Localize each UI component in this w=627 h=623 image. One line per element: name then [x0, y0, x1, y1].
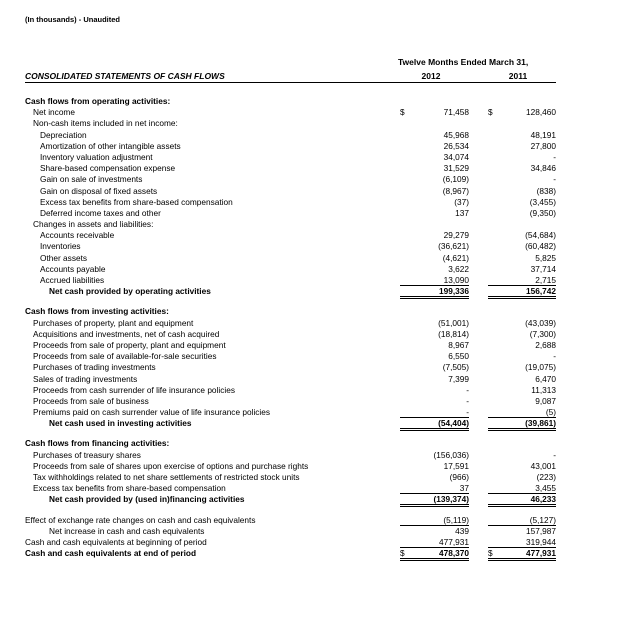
table-row [0, 351, 627, 362]
row-label: Inventories [40, 241, 81, 252]
table-row [0, 362, 627, 373]
table-row [0, 515, 627, 526]
units-note: (In thousands) - Unaudited [25, 15, 120, 24]
value-2012: (156,036) [433, 449, 469, 460]
table-row [0, 483, 627, 494]
table-row [0, 208, 627, 219]
value-2012: - [466, 384, 469, 395]
row-label: Net cash provided by (used in)financing activities [49, 494, 245, 505]
value-2011: 2,715 [488, 275, 556, 286]
value-2012: - [400, 407, 469, 418]
value-2012: 7,399 [448, 373, 469, 384]
value-2012: (7,505) [442, 362, 469, 373]
value-2012: (139,374) [400, 494, 469, 507]
row-label: Effect of exchange rate changes on cash and cash equivalents [25, 514, 256, 525]
table-row [0, 329, 627, 340]
value-2012: - [466, 395, 469, 406]
row-label: Acquisitions and investments, net of cash acquired [33, 328, 220, 339]
table-row [0, 241, 627, 252]
value-2012: (36,621) [438, 241, 469, 252]
section-heading-row [0, 96, 627, 107]
value-2012: 34,074 [443, 151, 469, 162]
value-2011: 48,191 [530, 129, 556, 140]
row-label: Deferred income taxes and other [40, 207, 161, 218]
row-label: Other assets [40, 252, 88, 263]
value-2011: (54,684) [525, 230, 556, 241]
table-row [0, 340, 627, 351]
currency-symbol: $ [400, 548, 405, 559]
value-2012: 137 [455, 207, 469, 218]
value-2011: (39,861) [488, 418, 556, 431]
table-row [0, 548, 627, 559]
value-2011: 2,688 [535, 339, 556, 350]
table-row [0, 174, 627, 185]
value-2012: 13,090 [400, 275, 469, 286]
value-2012: 439 [455, 525, 469, 536]
value-2011: (43,039) [525, 317, 556, 328]
table-row [0, 275, 627, 286]
table-row [0, 163, 627, 174]
row-label: Depreciation [40, 129, 87, 140]
row-label: Proceeds from sale of property, plant and equipment [33, 339, 226, 350]
value-2012: (51,001) [438, 317, 469, 328]
value-2011: 156,742 [488, 286, 556, 299]
value-2011: - [553, 151, 556, 162]
table-row [0, 230, 627, 241]
table-row [0, 537, 627, 548]
row-label: Accrued liabilities [40, 275, 105, 285]
value-2011: - [553, 174, 556, 185]
table-row [0, 374, 627, 385]
row-label: Proceeds from sale of shares upon exercise of options and purchase rights [33, 460, 309, 471]
table-row [0, 472, 627, 483]
value-2011: (7,300) [529, 328, 556, 339]
value-2011: 6,470 [535, 373, 556, 384]
value-2012: 17,591 [443, 460, 469, 471]
table-row [0, 407, 627, 418]
table-row [0, 264, 627, 275]
value-2012: 478,370 [400, 548, 469, 561]
row-label: Purchases of trading investments [33, 362, 156, 373]
value-2012: 6,550 [448, 351, 469, 362]
header-rule [25, 82, 556, 83]
row-label: Non-cash items included in net income: [33, 118, 178, 129]
table-row [0, 418, 627, 429]
value-2011: (5) [488, 407, 556, 418]
table-row [0, 152, 627, 163]
row-label: Net income [33, 107, 75, 118]
value-2012: (5,119) [400, 515, 469, 526]
row-label: Gain on disposal of fixed assets [40, 185, 158, 196]
value-2011: (60,482) [525, 241, 556, 252]
row-label: Tax withholdings related to net share settlements of restricted stock units [33, 472, 300, 482]
table-row [0, 141, 627, 152]
value-2012: (18,814) [438, 328, 469, 339]
value-2011: 34,846 [530, 163, 556, 174]
row-label: Changes in assets and liabilities: [33, 219, 154, 230]
row-label: Net cash used in investing activities [49, 418, 192, 429]
value-2011: 9,087 [535, 395, 556, 406]
section-heading-row [0, 219, 627, 230]
row-label: Gain on sale of investments [40, 174, 143, 185]
value-2011: 5,825 [535, 252, 556, 263]
value-2011: 3,455 [488, 483, 556, 494]
value-2011: 157,987 [526, 525, 556, 536]
value-2012: 37 [400, 483, 469, 494]
table-row [0, 186, 627, 197]
column-header-2012: 2012 [421, 71, 441, 81]
value-2012: 31,529 [443, 163, 469, 174]
row-label: Proceeds from cash surrender of life insurance policies [33, 384, 235, 395]
table-row [0, 286, 627, 297]
value-2011: (223) [536, 472, 556, 482]
value-2012: 199,336 [400, 286, 469, 299]
row-label: Net increase in cash and cash equivalents [49, 525, 205, 536]
value-2012: (4,621) [442, 252, 469, 263]
row-label: Excess tax benefits from share-based compensation [33, 483, 226, 494]
value-2012: 45,968 [443, 129, 469, 140]
value-2011: 477,931 [488, 548, 556, 561]
table-row [0, 253, 627, 264]
currency-symbol: $ [400, 107, 405, 118]
table-row [0, 526, 627, 537]
section-heading-row [0, 306, 627, 317]
row-label: Purchases of property, plant and equipment [33, 317, 194, 328]
row-label: Cash and cash equivalents at beginning of period [25, 536, 207, 547]
row-label: Premiums paid on cash surrender value of life insurance policies [33, 407, 271, 418]
value-2012: 477,931 [400, 537, 469, 548]
table-row [0, 197, 627, 208]
value-2011: (9,350) [529, 207, 556, 218]
value-2011: (5,127) [488, 515, 556, 526]
row-label: Proceeds from sale of business [33, 395, 149, 406]
section-heading-row [0, 438, 627, 449]
value-2011: 46,233 [488, 494, 556, 507]
row-label: Share-based compensation expense [40, 163, 176, 174]
cash-flow-table [0, 96, 627, 559]
value-2012: (8,967) [442, 185, 469, 196]
table-row [0, 107, 627, 118]
value-2011: - [553, 449, 556, 460]
value-2012: 29,279 [443, 230, 469, 241]
row-label: Cash flows from operating activities: [25, 96, 171, 106]
table-row [0, 494, 627, 505]
value-2012: (6,109) [442, 174, 469, 185]
value-2012: (966) [449, 472, 469, 482]
row-label: Cash and cash equivalents at end of period [25, 548, 197, 559]
row-label: Sales of trading investments [33, 373, 138, 384]
table-row [0, 461, 627, 472]
table-row [0, 450, 627, 461]
currency-symbol: $ [488, 548, 493, 559]
row-label: Excess tax benefits from share-based compensation [40, 196, 233, 207]
row-label: Purchases of treasury shares [33, 449, 141, 460]
period-header: Twelve Months Ended March 31, [398, 57, 529, 67]
currency-symbol: $ [488, 107, 493, 118]
row-label: Net cash provided by operating activities [49, 286, 211, 297]
value-2012: 3,622 [448, 263, 469, 274]
value-2011: 128,460 [526, 107, 556, 118]
value-2011: - [553, 351, 556, 362]
row-label: Amortization of other intangible assets [40, 140, 181, 151]
value-2011: 319,944 [488, 537, 556, 548]
value-2011: (19,075) [525, 362, 556, 373]
section-heading-row [0, 118, 627, 129]
value-2011: 27,800 [530, 140, 556, 151]
value-2011: (3,455) [529, 196, 556, 207]
value-2012: (37) [454, 196, 469, 207]
row-label: Cash flows from financing activities: [25, 438, 170, 449]
table-row [0, 396, 627, 407]
value-2011: 43,001 [530, 460, 556, 471]
value-2011: (838) [536, 185, 556, 196]
row-label: Accounts receivable [40, 230, 115, 241]
statement-title: CONSOLIDATED STATEMENTS OF CASH FLOWS [25, 71, 225, 81]
value-2012: 8,967 [448, 339, 469, 350]
table-row [0, 130, 627, 141]
row-label: Proceeds from sale of available-for-sale securities [33, 351, 217, 362]
value-2012: (54,404) [400, 418, 469, 431]
table-row [0, 318, 627, 329]
value-2012: 26,534 [443, 140, 469, 151]
value-2012: 71,458 [443, 107, 469, 118]
value-2011: 11,313 [531, 384, 556, 395]
value-2011: 37,714 [530, 263, 556, 274]
row-label: Inventory valuation adjustment [40, 151, 153, 162]
row-label: Accounts payable [40, 263, 106, 274]
column-header-2011: 2011 [508, 71, 528, 81]
row-label: Cash flows from investing activities: [25, 306, 169, 317]
table-row [0, 385, 627, 396]
